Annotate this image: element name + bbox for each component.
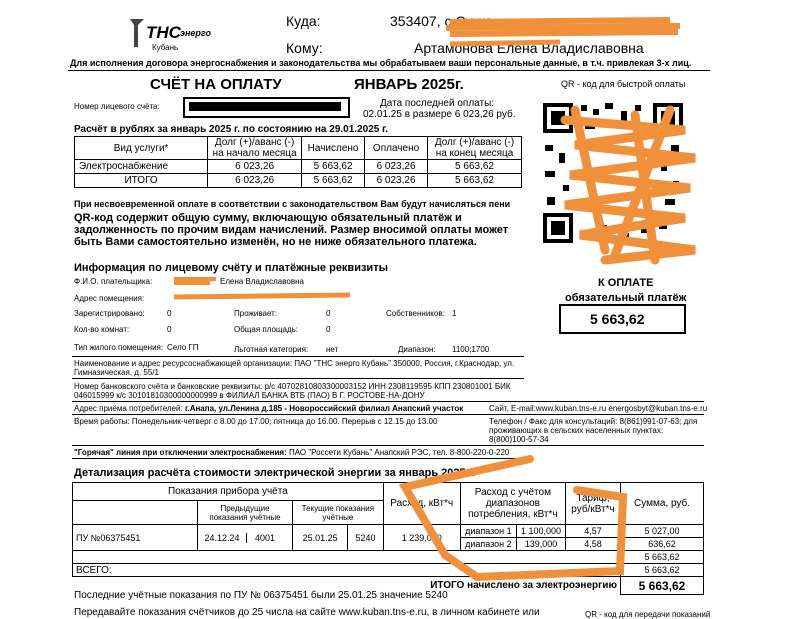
mandatory-label: обязательный платёж <box>565 292 687 304</box>
range-value: 1100;1700 <box>452 345 490 354</box>
provider-line-1: Наименование и адрес ресурсоснабжающей организации: ПАО "ТНС энерго Кубань" 350000, Россия, г.Краснодар, ул. <box>74 359 515 368</box>
col-paid: Оплачено <box>365 137 428 160</box>
range-2-name: диапазон 2 <box>460 538 516 551</box>
housing-type-value: Село ГП <box>167 343 199 352</box>
living-label: Проживает: <box>234 309 278 318</box>
reception-label: Адрес приёма потребителей: <box>74 404 183 413</box>
working-hours: Время работы: Понедельник-четверг с 8.00 до 17.00; пятница до 16.00. Перерыв с 12.15 до 13.00 <box>74 417 438 426</box>
info-divider-1 <box>72 356 524 357</box>
housing-type-label: Тип жилого помещения: <box>74 343 164 352</box>
fio-value: Елена Владиславовна <box>220 277 304 286</box>
last-payment-value: 02.01.25 в размере 6 023,26 руб. <box>363 109 516 120</box>
rooms-label: Кол-во комнат: <box>74 325 130 334</box>
reception-value: г.Анапа, ул.Ленина д.185 - Новороссийский филиал Анапский участок <box>184 404 464 413</box>
bank-line-2: 046015999 к/с 30101810300000000999 в ФИЛИАЛ БАНКА ВТБ (ПАО) В Г. РОСТОВЕ-НА-ДОНУ <box>74 391 425 400</box>
cell: 5 663,62 <box>428 174 522 188</box>
sum-header: Сумма, руб. <box>621 483 704 525</box>
pay-label: К ОПЛАТЕ <box>598 277 654 289</box>
cell: ИТОГО <box>75 174 208 188</box>
cell: 6 023,26 <box>208 160 302 174</box>
cell: 6 023,26 <box>365 160 428 174</box>
readings-header: Показания прибора учёта <box>73 483 384 501</box>
hotline-row <box>74 448 509 457</box>
info-divider-6 <box>72 458 524 459</box>
cell: 5 663,62 <box>302 160 365 174</box>
itogo-value: 5 663,62 <box>621 577 704 595</box>
bank-line-1: Номер банковского счёта и банковские реквизиты: р/с 40702810803300003152 ИНН 2308119595 КПП 230801001 БИК <box>74 382 511 391</box>
owners-value: 1 <box>452 309 457 318</box>
info-divider-2 <box>72 378 524 379</box>
table-row <box>75 174 522 188</box>
empty-row <box>73 551 621 564</box>
payment-table <box>74 136 522 188</box>
table-row <box>73 483 704 501</box>
prev-date: 24.12.24 <box>198 533 247 543</box>
hotline-label: "Горячая" линия при отключении электроснабжения: <box>74 448 287 457</box>
range-2-tariff: 4,58 <box>566 538 621 551</box>
qr-code-icon <box>541 101 685 245</box>
fio-label: Ф.И.О. плательщика: <box>74 277 153 286</box>
info-heading: Информация по лицевому счёту и платёжные реквизиты <box>74 262 388 274</box>
benefit-value: нет <box>326 345 339 354</box>
col-service: Вид услуги* <box>75 137 208 160</box>
row-sum: 5 663,62 <box>621 551 704 564</box>
qr-label: QR - код для быстрой оплаты <box>561 79 686 89</box>
hotline-value: ПАО "Россети Кубань" Анапский РЭС, тел. 8-800-220-0-220 <box>288 448 510 457</box>
area-label: Общая площадь: <box>234 325 299 334</box>
payment-table-header <box>75 137 522 160</box>
amount-value: 5 663,62 <box>590 311 645 327</box>
account-number-field <box>183 97 350 118</box>
total-label: ВСЕГО: <box>73 564 621 577</box>
qr-code[interactable] <box>541 101 685 245</box>
site-line: Сайт, E-mail:www.kuban.tns-e.ru energosbyt@kuban.tns-e.ru <box>489 404 708 413</box>
registered-label: Зарегистрировано: <box>74 309 145 318</box>
curr-value: 5240 <box>348 525 384 551</box>
provider-line-2: Гимназическая, д. 55/1 <box>74 368 159 377</box>
range-2-sum: 636,62 <box>621 538 704 551</box>
tns-logo-icon <box>128 17 148 49</box>
curr-date: 25.01.25 <box>293 525 348 551</box>
logo-brand: ТНС <box>146 23 181 42</box>
area-value: 0 <box>326 325 331 334</box>
consumption-cell: 1 239,000 <box>383 525 460 551</box>
privacy-notice: Для исполнения договора энергоснабжения и законодательства мы обрабатываем ваши персональные данные, в т.ч. привлекая 3-х лиц. <box>70 58 692 68</box>
qr-footer-label: QR - код для передачи показаний <box>585 610 711 619</box>
table-row <box>75 160 522 174</box>
transfer-readings: Передавайте показания счётчиков до 25 числа на сайте www.kuban.tns-e.ru, в личном кабинете или <box>74 607 540 618</box>
range-2-kwh: 139,000 <box>517 538 566 551</box>
header-divider <box>68 70 710 71</box>
total-value: 5 663,62 <box>621 564 704 577</box>
whom-label: Кому: <box>286 40 323 56</box>
rooms-value: 0 <box>167 325 172 334</box>
info-divider-3 <box>72 401 704 402</box>
bill-title: СЧЁТ НА ОПЛАТУ <box>150 76 282 93</box>
reception-row <box>74 404 463 413</box>
account-label: Номер лицевого счёта: <box>74 102 160 111</box>
prev-cell <box>198 525 293 551</box>
range-1-kwh: 1 100,000 <box>517 525 566 538</box>
calc-heading: Расчёт в рублях за январь 2025 г. по состоянию на 29.01.2025 г. <box>74 124 389 135</box>
prev-header: Предыдущие показания учётные <box>198 501 293 525</box>
consumption-header: Расход, кВт*ч <box>383 483 460 525</box>
last-payment-label: Дата последней оплаты: <box>380 98 495 109</box>
benefit-label: Льготная категория: <box>234 345 309 354</box>
range-1-tariff: 4,57 <box>566 525 621 538</box>
cell <box>73 501 198 525</box>
living-value: 0 <box>326 309 331 318</box>
tariff-header: Тариф, руб/кВт*ч <box>566 483 621 525</box>
table-row <box>73 564 704 577</box>
last-readings: Последние учётные показания по ПУ № 06375451 были 25.01.25 значение 5240 <box>74 590 448 601</box>
cell: 5 663,62 <box>428 160 522 174</box>
phone-line-2: проживающих в сельских населенных пунктах: <box>489 426 664 435</box>
detail-table <box>72 482 704 595</box>
logo-region: Кубань <box>152 43 179 52</box>
table-row <box>73 551 704 564</box>
curr-header: Текущие показания учётные <box>293 501 384 525</box>
cell: 6 023,26 <box>208 174 302 188</box>
detail-heading: Детализация расчёта стоимости электрической энергии за январь 2025 г. <box>74 467 476 479</box>
col-debt-end: Долг (+)/аванс (-) на конец месяца <box>428 137 522 160</box>
table-row <box>73 525 704 538</box>
cell: Электроснабжение <box>75 160 208 174</box>
range-1-name: диапазон 1 <box>460 525 516 538</box>
bill-period: ЯНВАРЬ 2025г. <box>354 76 464 93</box>
whom-value: Артамонова Елена Владиславовна <box>414 40 644 56</box>
qr-note: QR-код содержит общую сумму, включающую обязательный платёж и задолженность по прочим видам начислений. Размер вносимой оплаты может быть Вами самостоятельно изменён, но не ниже обязательного платежа. <box>74 212 509 248</box>
range-label: Диапазон: <box>398 345 436 354</box>
logo-sub: энерго <box>180 28 211 38</box>
penalty-note: При несвоевременной оплате в соответствии с законодательством Вам будут начисляться пени <box>74 199 511 209</box>
logo <box>128 14 218 56</box>
cell: 5 663,62 <box>302 174 365 188</box>
address-label: Адрес помещения: <box>74 294 145 303</box>
col-charged: Начислено <box>302 137 365 160</box>
owners-label: Собственников: <box>386 309 445 318</box>
registered-value: 0 <box>167 309 172 318</box>
info-divider-4 <box>72 414 704 415</box>
col-debt-start: Долг (+)/аванс (-) на начало месяца <box>208 137 302 160</box>
prev-value: 4001 <box>254 532 276 543</box>
meter-cell: ПУ №06375451 <box>73 525 198 551</box>
to-label: Куда: <box>286 13 321 29</box>
itogo-label: ИТОГО начислено за электроэнергию <box>73 577 621 595</box>
phone-line-1: Телефон / Факс для консультаций: 8(861)991-07-63; для <box>489 417 698 426</box>
phone-line-3: 8(800)100-57-34 <box>489 435 549 444</box>
cell: 6 023,26 <box>365 174 428 188</box>
range-consumption-header: Расход с учётом диапазонов потребления, кВт*ч <box>460 483 565 525</box>
info-divider-5 <box>72 445 704 446</box>
range-1-sum: 5 027,00 <box>621 525 704 538</box>
to-value: 353407, с Сукко <box>390 13 493 29</box>
